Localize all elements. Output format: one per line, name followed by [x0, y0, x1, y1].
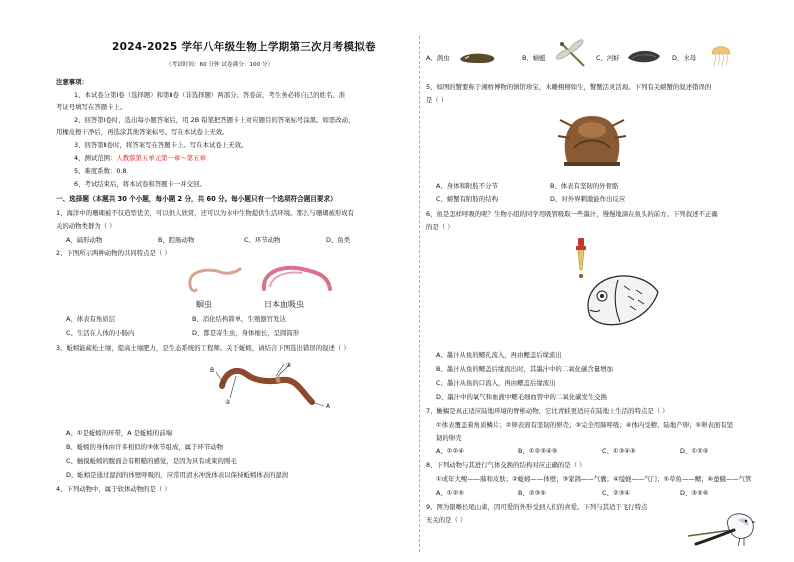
q3-option-b: B、蚯蚓的身体由许多相似的③体节组成，属于环节动物: [66, 443, 224, 451]
q8-option-d: D、③⑤⑥: [680, 489, 709, 497]
q6-option-d: D、墨汁中的氧气和血液中鳃毛细血管中的二氧化碳发生交换: [436, 393, 608, 401]
q9-stem-b: 无关的是（ ）: [426, 516, 467, 524]
q2-option-c: C、生活在人体的小肠内: [66, 329, 135, 337]
q2-label-roundworm: 蛔虫: [196, 300, 212, 309]
crab-carving-icon: [554, 108, 630, 168]
q4-option-d: D、水母: [672, 54, 697, 62]
fish-dropper-icon: [554, 236, 664, 336]
q6-option-a: A、墨汁从鱼的鳃孔流入，再由鳃盖后缘流出: [436, 351, 562, 359]
q8-option-c: C、②③④: [602, 489, 631, 497]
q3-option-a: A、①是蚯蚓的环带，A 是蚯蚓的前端: [66, 429, 172, 437]
roundworm-icon: [184, 266, 244, 296]
q7-features-b: 韧的卵壳: [436, 434, 462, 442]
mussel-icon: [626, 48, 662, 66]
note-3: 3、回答第Ⅱ卷时，将答案写在答题卡上。写在本试卷上无效。: [74, 141, 248, 149]
q3-fig-label-1: ①: [286, 362, 292, 369]
q6-option-b: B、墨汁从鱼的鳃盖后缘流出时，其墨汁中的二氧化碳含量增加: [436, 365, 613, 373]
q8-option-a: A、①②⑤: [436, 489, 464, 497]
q3-option-d: D、蚯蚓是通过湿润的体壁呼吸的，应常用清水冲洗体表以保持蚯蚓体表的湿润: [66, 471, 289, 479]
q2-label-blood-fluke: 日本血吸虫: [264, 300, 304, 309]
q6-stem-a: 6、鱼是怎样呼吸的呢？生物小组的同学用吸管吸取一些墨汁，慢慢地滴在鱼头的前方。下列叙述不正确: [426, 210, 718, 218]
q5-option-b: B、体表有坚韧的外骨骼: [550, 182, 619, 190]
blood-fluke-icon: [258, 263, 334, 297]
q4-option-a: A、涡虫: [426, 54, 450, 62]
dragonfly-icon: [554, 40, 590, 70]
notes-heading: 注意事项：: [56, 78, 88, 86]
note-2b: 用橡皮擦干净后，再选涂其他答案标号。写在本试卷上无效。: [56, 128, 229, 136]
q1-option-c: C、环节动物: [244, 236, 281, 244]
note-1a: 1、本试卷分第Ⅰ卷（选择题）和第Ⅱ卷（非选择题）两部分。答卷前，考生务必将自己的姓名、准: [74, 91, 346, 99]
note-2a: 2、回答第Ⅰ卷时，选出每小题答案后，用 2B 铅笔把答题卡上对应题目的答案标号涂黑。如需改动，: [74, 116, 355, 124]
q2-option-b: B、消化结构简单，生殖器官发达: [192, 315, 286, 323]
q2-stem: 2、下图所示两种动物的共同特点是（ ）: [56, 249, 171, 257]
q7-option-d: D、①②⑤: [680, 447, 709, 455]
note-5: 5、难度系数：0.8: [74, 167, 127, 175]
exam-meta: （考试时间：60 分钟 试卷满分：100 分）: [166, 62, 274, 68]
q2-option-d: D、都是寄生虫，身体细长，呈圆筒形: [192, 329, 300, 337]
q1-option-d: D、鱼类: [326, 236, 351, 244]
q7-option-c: C、①③④⑤: [602, 447, 636, 455]
q7-features-a: ①体表覆盖着角质鳞片；②卵表面有坚韧的卵壳；③完全用肺呼吸；④体内受精、陆地产卵；⑤卵表面有坚: [436, 421, 734, 429]
q1-stem-b: 关的动物类群为（ ）: [56, 222, 116, 230]
q3-fig-label-a: A: [326, 403, 331, 410]
q5-option-d: D、对外界刺激能作出反应: [550, 195, 626, 203]
q8-pairs: ①成年大鲵——肺和皮肤；②蚯蚓——体壁；③家鸽——气囊；④缢蛏——气门；⑤草鱼——鳃；⑥蚕蛾——气管: [436, 475, 752, 483]
q7-option-a: A、①②④: [436, 447, 464, 455]
q3-stem: 3、蚯蚓能疏松土壤，提高土壤肥力，是生态系统的工程师。关于蚯蚓，请结合下图选出错误的叙述（ ）: [56, 344, 350, 352]
flatworm-icon: [458, 50, 498, 66]
q8-option-b: B、②③⑤: [518, 489, 546, 497]
q3-option-c: C、触摸蚯蚓的腹面会有粗糙的感觉，是因为具有成束的刚毛: [66, 457, 237, 465]
note-1b: 考证号填写在答题卡上。: [56, 103, 127, 111]
bird-icon: [688, 506, 772, 550]
note-6: 6、考试结束后，将本试卷和答题卡一并交回。: [74, 180, 206, 188]
page-title: 2024-2025 学年八年级生物上学期第三次月考模拟卷: [112, 41, 376, 53]
q5-stem-b: 是（ ）: [426, 96, 448, 104]
q7-stem: 7、蜥蜴是真正适应陆地环境的脊椎动物，它比青蛙更适应在陆地上生活的特点是（ ）: [426, 407, 669, 415]
q1-option-a: A、扁形动物: [66, 236, 103, 244]
q6-stem-b: 的是（ ）: [426, 223, 454, 231]
note-4-scope: 人教版第五单元第一章～第五章: [116, 154, 206, 162]
column-divider: [419, 36, 420, 552]
jellyfish-icon: [710, 42, 732, 68]
note-4: [74, 155, 206, 161]
q3-fig-label-b: B: [210, 367, 215, 374]
q7-option-b: B、①②③④⑤: [518, 447, 558, 455]
section-1-heading: 一、选择题（本题共 30 个小题，每小题 2 分，共 60 分。每小题只有一个选项符合题目要求）: [56, 195, 337, 203]
q4-option-c: C、河蚌: [596, 54, 620, 62]
q6-option-c: C、墨汁从鱼的口流入，再由鳃盖后缘流出: [436, 379, 556, 387]
q5-stem-a: 5、如图的蟹要称于湘桥博物的镇馆珍宝，木雕栩栩如生，蟹蟹活灵活现。下列有关螃蟹的叙述错误的: [426, 83, 712, 91]
q5-option-a: A、身体和附肢不分节: [436, 182, 498, 190]
q8-stem: 8、下列动物与其进行气体交换的结构对应正确的是（ ）: [426, 461, 586, 469]
q3-fig-label-2: ②: [225, 399, 231, 406]
q4-option-b: B、蜻蜓: [522, 54, 546, 62]
q1-stem-a: 1、海洋中的珊瑚被不仅造型优美，可以供人欣赏，还可以为水中生物提供生活环境。那么与珊瑚被形成有: [56, 209, 355, 217]
earthworm-icon: [216, 362, 336, 414]
q1-option-b: B、腔肠动物: [158, 236, 195, 244]
note-4-prefix: 4、测试范围：: [74, 154, 117, 162]
q5-option-c: C、螃蟹有附肢的结构: [436, 195, 498, 203]
q9-stem-a: 9、图为银喉长尾山雀，因可爱的外形受到人们的喜爱。下列与其适于飞行特点: [426, 503, 648, 511]
q4-stem: 4、下列动物中，属于软体动物的是（ ）: [56, 485, 171, 493]
q2-option-a: A、体表有角质层: [66, 315, 116, 323]
